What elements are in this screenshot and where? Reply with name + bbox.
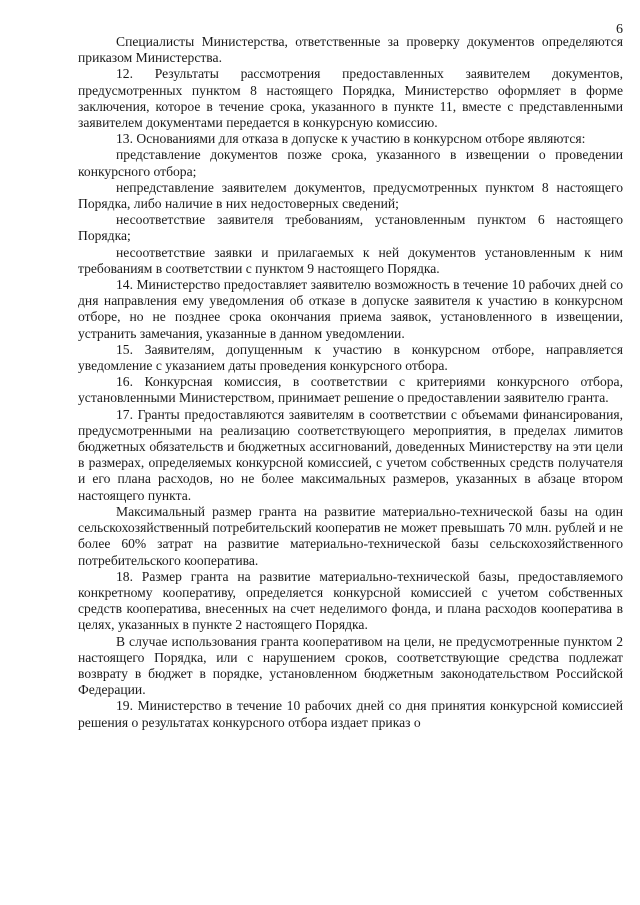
document-body	[78, 34, 623, 731]
paragraph-13-item-2: непредставление заявителем документов, предусмотренных пунктом 8 настоящего Порядка, либо наличие в них недостоверных сведений;	[78, 179, 623, 212]
paragraph-13: 13. Основаниями для отказа в допуске к участию в конкурсном отборе являются:	[116, 131, 586, 147]
paragraph-17-max-grant: Максимальный размер гранта на развитие материально-технической базы на один сельскохозяйственный потребительский кооператив не может превышать 70 млн. рублей и не более 60% затрат на развитие материально-технической базы сельскохозяйственного потребительского кооператива.	[78, 503, 623, 568]
paragraph-13-item-3: несоответствие заявителя требованиям, установленным пунктом 6 настоящего Порядка;	[78, 212, 623, 244]
paragraph-13-item-1: представление документов позже срока, указанного в извещении о проведении конкурсного отбора;	[78, 147, 623, 179]
paragraph-15: 15. Заявителям, допущенным к участию в конкурсном отборе, направляется уведомление с указанием даты проведения конкурсного отбора.	[78, 341, 623, 374]
paragraph-18: 18. Размер гранта на развитие материально-технической базы, предоставляемого конкретному кооперативу, определяется конкурсной комиссией с учетом собственных средств кооператива, внесенных на счет неделимого фонда, и плана расходов кооператива в целях, указанных в пункте 2 настоящего Порядка.	[78, 568, 623, 633]
paragraph-14: 14. Министерство предоставляет заявителю возможность в течение 10 рабочих дней со дня направления ему уведомления об отказе в допуске заявителя к участию в конкурсном отборе, но не позднее срока окончания приема заявок, установленного в извещении, устранить замечания, указанные в данном уведомлении.	[78, 277, 623, 341]
paragraph-specialists: Специалисты Министерства, ответственные за проверку документов определяются приказом Министерства.	[78, 34, 623, 66]
page-number: 6	[616, 22, 623, 37]
paragraph-16: 16. Конкурсная комиссия, в соответствии с критериями конкурсного отбора, установленными Министерством, принимает решение о предоставлении заявителю гранта.	[78, 374, 623, 406]
paragraph-12: 12. Результаты рассмотрения предоставленных заявителем документов, предусмотренных пунктом 8 настоящего Порядка, Министерство оформляет в форме заключения, которое в течение срока, указанного в пункте 11, вместе с представленными заявителем документами передается в конкурсную комиссию.	[78, 66, 623, 131]
paragraph-18-misuse: В случае использования гранта кооперативом на цели, не предусмотренные пунктом 2 настоящего Порядка, или с нарушением сроков, соответствующие средства подлежат возврату в бюджет в порядке, установленном бюджетным законодательством Российской Федерации.	[78, 633, 623, 698]
paragraph-19: 19. Министерство в течение 10 рабочих дней со дня принятия конкурсной комиссией решения о результатах конкурсного отбора издает приказ о	[78, 698, 623, 730]
paragraph-17: 17. Гранты предоставляются заявителям в соответствии с объемами финансирования, предусмотренными на реализацию соответствующего мероприятия, в пределах лимитов бюджетных обязательств и бюджетных ассигнований, доведенных Министерству на эти цели в размерах, определяемых конкурсной комиссией, с учетом собственных средств получателя и его плана расходов, но не более максимальных размеров, указанных в абзаце втором настоящего пункта.	[78, 406, 623, 503]
paragraph-13-item-4: несоответствие заявки и прилагаемых к ней документов установленным к ним требованиям в соответствии с пунктом 9 настоящего Порядка.	[78, 244, 623, 276]
